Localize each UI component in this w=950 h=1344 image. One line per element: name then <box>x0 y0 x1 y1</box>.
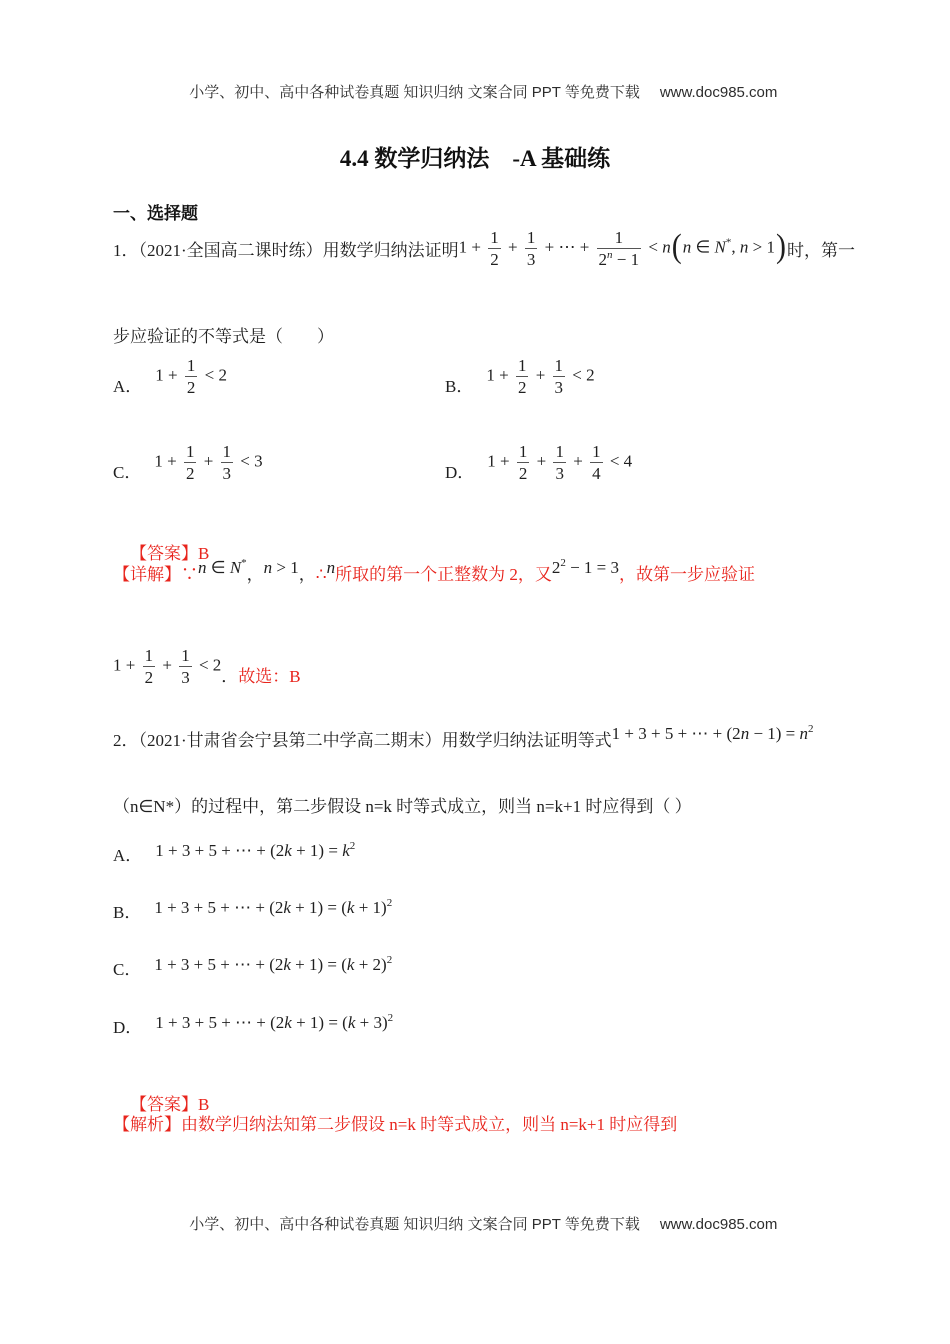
q1-option-c-label: C． <box>113 463 142 483</box>
q2-option-c <box>113 950 393 979</box>
q1-option-d <box>445 442 632 483</box>
q1-stem-line2 <box>113 322 334 347</box>
q2-analysis <box>113 1110 677 1135</box>
math-run: 1 + 3 + 5 + ⋯ + $(2n - 1) = n^2$ <box>611 723 814 743</box>
text-run: 1．（2021·全国高二课时练）用数学归纳法证明 <box>113 241 459 261</box>
header-url-link[interactable]: www.doc985.com <box>659 84 778 101</box>
math-run: n > 1 <box>263 558 299 577</box>
q1-stem-line1 <box>113 228 855 269</box>
q2-option-c-label: C． <box>113 960 142 979</box>
q1-option-a <box>113 356 445 397</box>
q1-answer-value: B <box>198 544 210 563</box>
math-run: 1 + $\frac{1}{2}$ + $\frac{1}{3}$ + ⋯ + $\frac{1}{2^n - 1}$ < n(n ∈ N*, n > 1) <box>458 227 786 269</box>
q1-answer-label: 【答案】 <box>130 544 198 563</box>
math-run: 1 + $\frac{1}{2}$ + $\frac{1}{3}$ < 2 <box>113 646 222 687</box>
header-text: 小学、初中、高中各种试卷真题 知识归纳 文案合同 PPT 等免费下载 <box>189 84 640 101</box>
text-run: 所取的第一个正整数为 2，又 <box>335 565 552 584</box>
q1-option-c-formula: 1 + $\frac{1}{2}$ + $\frac{1}{3}$ < 3 <box>154 442 263 483</box>
q2-option-c-formula: 1 + 3 + 5 + ⋯ + $(2k + 1) = (k + 2)^2$ <box>154 954 393 974</box>
text-run: ，故第一步应验证 <box>619 565 756 584</box>
q2-option-b-formula: 1 + 3 + 5 + ⋯ + $(2k + 1) = (k + 1)^2$ <box>154 897 393 917</box>
q1-option-a-label: A． <box>113 377 143 397</box>
text-run: 【详解】∵ <box>113 565 198 584</box>
math-run: n ∈ N* <box>198 557 247 577</box>
text-run: 故选：B <box>238 667 301 687</box>
page-title: 4.4 数学归纳法 -A 基础练 <box>339 146 611 171</box>
q1-conclusion <box>113 646 301 687</box>
q2-stem-line2 <box>113 792 692 817</box>
q1-option-c <box>113 442 445 483</box>
q2-stem-line2-text: （n∈N*）的过程中，第二步假设 n=k 时等式成立，则当 n=k+1 时应得到（ ） <box>113 797 692 816</box>
page-header <box>0 64 950 119</box>
text-run: 2．（2021·甘肃省会宁县第二中学高二期末）用数学归纳法证明等式 <box>113 731 612 750</box>
q2-option-d <box>113 1008 394 1037</box>
q2-answer-label: 【答案】 <box>130 1095 198 1114</box>
footer-url-link[interactable]: www.doc985.com <box>659 1216 778 1233</box>
q2-answer-value: B <box>198 1095 210 1114</box>
q2-option-d-formula: 1 + 3 + 5 + ⋯ + $(2k + 1) = (k + 3)^2$ <box>155 1012 394 1032</box>
text-run: ． <box>221 667 239 687</box>
q1-option-d-formula: 1 + $\frac{1}{2}$ + $\frac{1}{3}$ + $\frac{1}{4}$ < 4 <box>487 442 633 483</box>
q1-option-d-label: D． <box>445 463 475 483</box>
q1-options-row-2 <box>113 442 890 483</box>
q1-option-b-formula: 1 + $\frac{1}{2}$ + $\frac{1}{3}$ < 2 <box>486 356 595 397</box>
q2-option-d-label: D． <box>113 1018 143 1037</box>
q2-analysis-text: 【解析】由数学归纳法知第二步假设 n=k 时等式成立，则当 n=k+1 时应得到 <box>113 1115 678 1134</box>
q2-option-a-formula: 1 + 3 + 5 + ⋯ + $(2k + 1) = k^2$ <box>155 840 356 860</box>
q1-option-b-label: B． <box>445 377 474 397</box>
q2-option-a <box>113 836 356 865</box>
q2-option-b-label: B． <box>113 903 142 922</box>
math-run: $2^2 - 1 = 3$ <box>551 557 620 577</box>
text-run: ， <box>246 565 264 584</box>
page-footer <box>0 1196 950 1251</box>
q2-stem-line1 <box>113 723 814 751</box>
q2-option-b <box>113 893 393 922</box>
q1-options-row-1 <box>113 356 890 397</box>
q1-option-b <box>445 356 595 397</box>
math-run: n <box>326 558 336 577</box>
section-heading: 一、选择题 <box>113 204 198 223</box>
text-run: ， <box>298 565 316 584</box>
text-run: 时，第一 <box>786 241 855 261</box>
q1-stem-line2-text: 步应验证的不等式是（ ） <box>113 327 334 346</box>
footer-text: 小学、初中、高中各种试卷真题 知识归纳 文案合同 PPT 等免费下载 <box>189 1216 640 1233</box>
q2-option-a-label: A． <box>113 846 143 865</box>
text-run: ∴ <box>315 565 327 584</box>
q1-explanation <box>113 557 756 585</box>
q1-option-a-formula: 1 + $\frac{1}{2}$ < 2 <box>155 356 227 397</box>
